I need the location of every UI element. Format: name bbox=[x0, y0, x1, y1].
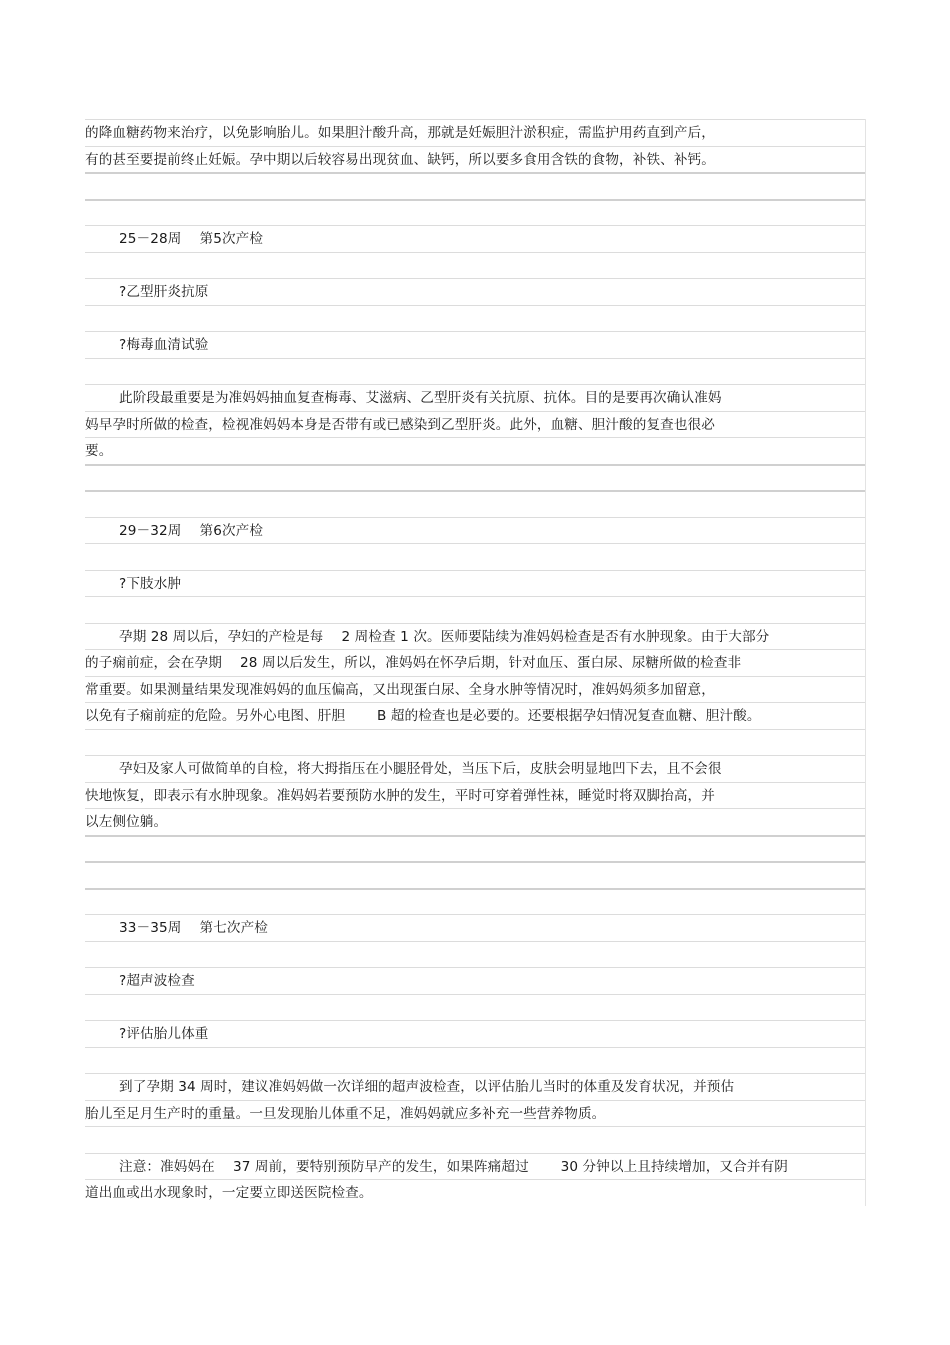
section-heading: 25－28周 第5次产检 bbox=[85, 225, 865, 252]
paragraph-line: 道出血或出水现象时，一定要立即送医院检查。 bbox=[85, 1179, 865, 1206]
paragraph-line: 到了孕期 34 周时，建议准妈妈做一次详细的超声波检查，以评估胎儿当时的体重及发育状况，并预估 bbox=[85, 1073, 865, 1100]
paragraph-line: 此阶段最重要是为准妈妈抽血复查梅毒、艾滋病、乙型肝炎有关抗原、抗体。目的是要再次确认准妈 bbox=[85, 384, 865, 411]
paragraph-line: 以左侧位躺。 bbox=[85, 808, 865, 835]
bullet-item: ?评估胎儿体重 bbox=[85, 1020, 865, 1047]
blank-line bbox=[85, 464, 865, 491]
blank-line bbox=[85, 543, 865, 570]
blank-line bbox=[85, 861, 865, 888]
paragraph-line: 注意：准妈妈在 37 周前，要特别预防早产的发生，如果阵痛超过 30 分钟以上且持续增加，又合并有阴 bbox=[85, 1153, 865, 1180]
text-line: 有的甚至要提前终止妊娠。孕中期以后较容易出现贫血、缺钙，所以要多食用含铁的食物，补铁、补钙。 bbox=[85, 146, 865, 173]
blank-line bbox=[85, 1126, 865, 1153]
blank-line bbox=[85, 941, 865, 968]
paragraph-line: 的子痫前症，会在孕期 28 周以后发生，所以，准妈妈在怀孕后期，针对血压、蛋白尿、尿糖所做的检查非 bbox=[85, 649, 865, 676]
paragraph-line: 以免有子痫前症的危险。另外心电图、肝胆 B 超的检查也是必要的。还要根据孕妇情况复查血糖、胆汁酸。 bbox=[85, 702, 865, 729]
blank-line bbox=[85, 305, 865, 332]
blank-line bbox=[85, 888, 865, 915]
blank-line bbox=[85, 994, 865, 1021]
paragraph-line: 孕妇及家人可做简单的自检，将大拇指压在小腿胫骨处，当压下后，皮肤会明显地凹下去，且不会很 bbox=[85, 755, 865, 782]
blank-line bbox=[85, 172, 865, 199]
paragraph-line: 要。 bbox=[85, 437, 865, 464]
bullet-item: ?下肢水肿 bbox=[85, 570, 865, 597]
paragraph-line: 快地恢复，即表示有水肿现象。准妈妈若要预防水肿的发生，平时可穿着弹性袜，睡觉时将双脚抬高，并 bbox=[85, 782, 865, 809]
paragraph-line: 妈早孕时所做的检查，检视准妈妈本身是否带有或已感染到乙型肝炎。此外，血糖、胆汁酸的复查也很必 bbox=[85, 411, 865, 438]
blank-line bbox=[85, 490, 865, 517]
blank-line bbox=[85, 596, 865, 623]
paragraph-line: 常重要。如果测量结果发现准妈妈的血压偏高，又出现蛋白尿、全身水肿等情况时，准妈妈须多加留意， bbox=[85, 676, 865, 703]
section-heading: 29－32周 第6次产检 bbox=[85, 517, 865, 544]
bullet-item: ?超声波检查 bbox=[85, 967, 865, 994]
text-line: 的降血糖药物来治疗，以免影响胎儿。如果胆汁酸升高，那就是妊娠胆汁淤积症，需监护用药直到产后， bbox=[85, 119, 865, 146]
blank-line bbox=[85, 1047, 865, 1074]
bullet-item: ?乙型肝炎抗原 bbox=[85, 278, 865, 305]
blank-line bbox=[85, 199, 865, 226]
blank-line bbox=[85, 729, 865, 756]
paragraph-line: 孕期 28 周以后，孕妇的产检是每 2 周检查 1 次。医师要陆续为准妈妈检查是否有水肿现象。由于大部分 bbox=[85, 623, 865, 650]
blank-line bbox=[85, 358, 865, 385]
blank-line bbox=[85, 835, 865, 862]
section-heading: 33－35周 第七次产检 bbox=[85, 914, 865, 941]
blank-line bbox=[85, 252, 865, 279]
paragraph-line: 胎儿至足月生产时的重量。一旦发现胎儿体重不足，准妈妈就应多补充一些营养物质。 bbox=[85, 1100, 865, 1127]
document-page bbox=[85, 119, 866, 1206]
bullet-item: ?梅毒血清试验 bbox=[85, 331, 865, 358]
